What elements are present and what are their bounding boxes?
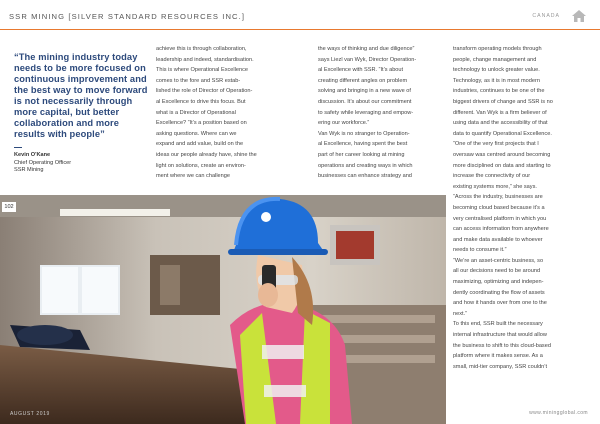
publication-header: SSR MINING [SILVER STANDARD RESOURCES INC.]	[9, 12, 246, 21]
home-icon[interactable]	[572, 10, 586, 22]
section-label: CANADA	[532, 13, 560, 19]
top-bar	[0, 0, 600, 30]
body-column-2: the ways of thinking and due diligence” says Liezl van Wyk, Director Operation- al Excellence with SSR. “It’s about creating different angles on problem solving and bringing in a new wave of discussion. It’s about our commitment to safety while leveraging and empow- ering our workforce.” Van Wyk is no stranger to Operation- al Excellence, having spent the best part of her career looking at mining operations and creating ways in which businesses can enhance strategy and	[318, 46, 417, 180]
quote-attribution	[14, 152, 71, 175]
worker-photo	[0, 195, 446, 424]
attribution-company: SSR Mining	[14, 167, 44, 173]
page-number: 102	[2, 202, 16, 212]
header-divider	[0, 29, 600, 30]
body-column-3: transform operating models through people, change management and technology to unlock greater value. Technology, as it is in most modern industries, continues to be one of the biggest drivers of change and SSR is no different. Van Wyk is a firm believer of using data and the accessibility of that data to quantify Operational Excellence. “One of the very first projects that I oversaw was centred around becoming more disciplined on data and starting to increase the connectivity of our existing systems more,” she says. “Across the industry, businesses are becoming cloud based because it’s a very centralised platform in which you can access information from anywhere and make data available to whoever needs to consume it.” “We’re an asset-centric business, so all our decisions need to be around maximizing, optimizing and indepen- dently coordinating the flow of assets and how it hands over from one to the next.” To this end, SSR built the necessary internal infrastructure that would allow the business to shift to this cloud-based platform where it makes sense. As a small, mid-tier company, SSR couldn’t	[453, 46, 553, 370]
website-link[interactable]: www.miningglobal.com	[529, 410, 588, 416]
body-column-1: achieve this is through collaboration, leadership and indeed, standardisation. This is where Operational Excellence comes to the fore and SSR estab- lished the role of Director of Operation- al Excellence to drive this focus. But what is a Director of Operational Excellence? “It’s a position based on asking questions. Where can we expand and add value, build on the ideas our people already have, shine the light on solutions, create an environ- ment where we can challenge	[156, 46, 257, 180]
attribution-name: Kevin O'Kane	[14, 152, 51, 158]
quote-divider	[14, 147, 22, 148]
issue-date: AUGUST 2019	[10, 411, 50, 417]
pull-quote: “The mining industry today needs to be more focused on continuous improvement and the best way to move forward is not necessarily through more capital, but better collaboration and more results with people”	[14, 52, 148, 139]
attribution-title: Chief Operating Officer	[14, 159, 72, 166]
